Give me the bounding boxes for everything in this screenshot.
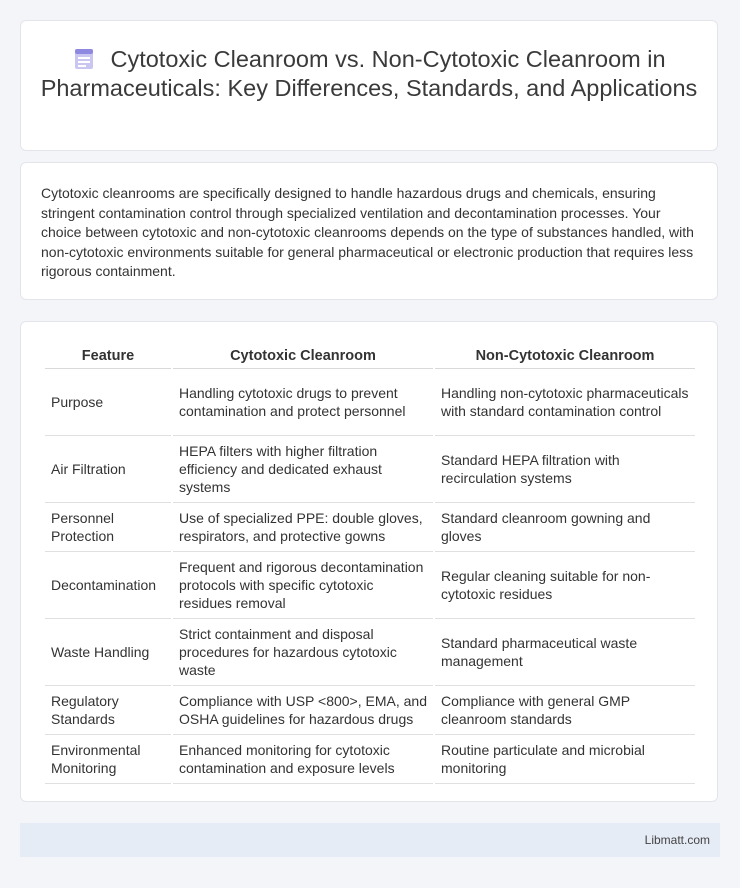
- table-cell-feature: Purpose: [45, 369, 171, 436]
- table-row: [45, 619, 695, 686]
- column-header-cytotoxic: Cytotoxic Cleanroom: [173, 344, 433, 369]
- intro-paragraph: Cytotoxic cleanrooms are specifically designed to handle hazardous drugs and chemicals, ensuring stringent contamination control through specialized ventilation and decontamination processes. Your choice between cytotoxic and non-cytotoxic cleanrooms depends on the type of substances handled, with non-cytotoxic environments suitable for general pharmaceutical or electronic production that requires less rigorous containment.: [41, 185, 694, 279]
- table-cell-feature: Air Filtration: [45, 436, 171, 503]
- table-cell-non-cytotoxic: Routine particulate and microbial monitoring: [435, 735, 695, 784]
- document-icon: [72, 48, 96, 70]
- column-header-non-cytotoxic: Non-Cytotoxic Cleanroom: [435, 344, 695, 369]
- table-cell-cytotoxic: Enhanced monitoring for cytotoxic contamination and exposure levels: [173, 735, 433, 784]
- table-cell-non-cytotoxic: Standard cleanroom gowning and gloves: [435, 503, 695, 552]
- comparison-table: [43, 344, 697, 784]
- table-cell-cytotoxic: Frequent and rigorous decontamination protocols with specific cytotoxic residues removal: [173, 552, 433, 619]
- table-cell-cytotoxic: Compliance with USP <800>, EMA, and OSHA guidelines for hazardous drugs: [173, 686, 433, 735]
- title-card: [20, 20, 718, 151]
- table-cell-feature: Environmental Monitoring: [45, 735, 171, 784]
- table-row: [45, 503, 695, 552]
- table-cell-non-cytotoxic: Handling non-cytotoxic pharmaceuticals with standard contamination control: [435, 369, 695, 436]
- page-title: [21, 45, 717, 103]
- table-cell-cytotoxic: Use of specialized PPE: double gloves, respirators, and protective gowns: [173, 503, 433, 552]
- table-row: [45, 686, 695, 735]
- table-cell-feature: Decontamination: [45, 552, 171, 619]
- table-cell-feature: Regulatory Standards: [45, 686, 171, 735]
- table-row: [45, 552, 695, 619]
- intro-card: [20, 162, 718, 300]
- comparison-card: [20, 321, 718, 802]
- table-row: [45, 369, 695, 436]
- table-cell-non-cytotoxic: Standard pharmaceutical waste management: [435, 619, 695, 686]
- table-cell-feature: Personnel Protection: [45, 503, 171, 552]
- table-header-row: [45, 344, 695, 369]
- page-title-text: Cytotoxic Cleanroom vs. Non-Cytotoxic Cleanroom in Pharmaceuticals: Key Differences, Standards, and Applications: [40, 46, 698, 101]
- table-row: [45, 436, 695, 503]
- table-cell-non-cytotoxic: Compliance with general GMP cleanroom standards: [435, 686, 695, 735]
- table-cell-non-cytotoxic: Regular cleaning suitable for non-cytotoxic residues: [435, 552, 695, 619]
- table-cell-feature: Waste Handling: [45, 619, 171, 686]
- table-row: [45, 735, 695, 784]
- table-cell-cytotoxic: HEPA filters with higher filtration efficiency and dedicated exhaust systems: [173, 436, 433, 503]
- footer-bar: [20, 823, 720, 857]
- table-cell-cytotoxic: Handling cytotoxic drugs to prevent contamination and protect personnel: [173, 369, 433, 436]
- footer-brand: Libmatt.com: [644, 833, 710, 847]
- table-cell-non-cytotoxic: Standard HEPA filtration with recirculation systems: [435, 436, 695, 503]
- column-header-feature: Feature: [45, 344, 171, 369]
- table-cell-cytotoxic: Strict containment and disposal procedures for hazardous cytotoxic waste: [173, 619, 433, 686]
